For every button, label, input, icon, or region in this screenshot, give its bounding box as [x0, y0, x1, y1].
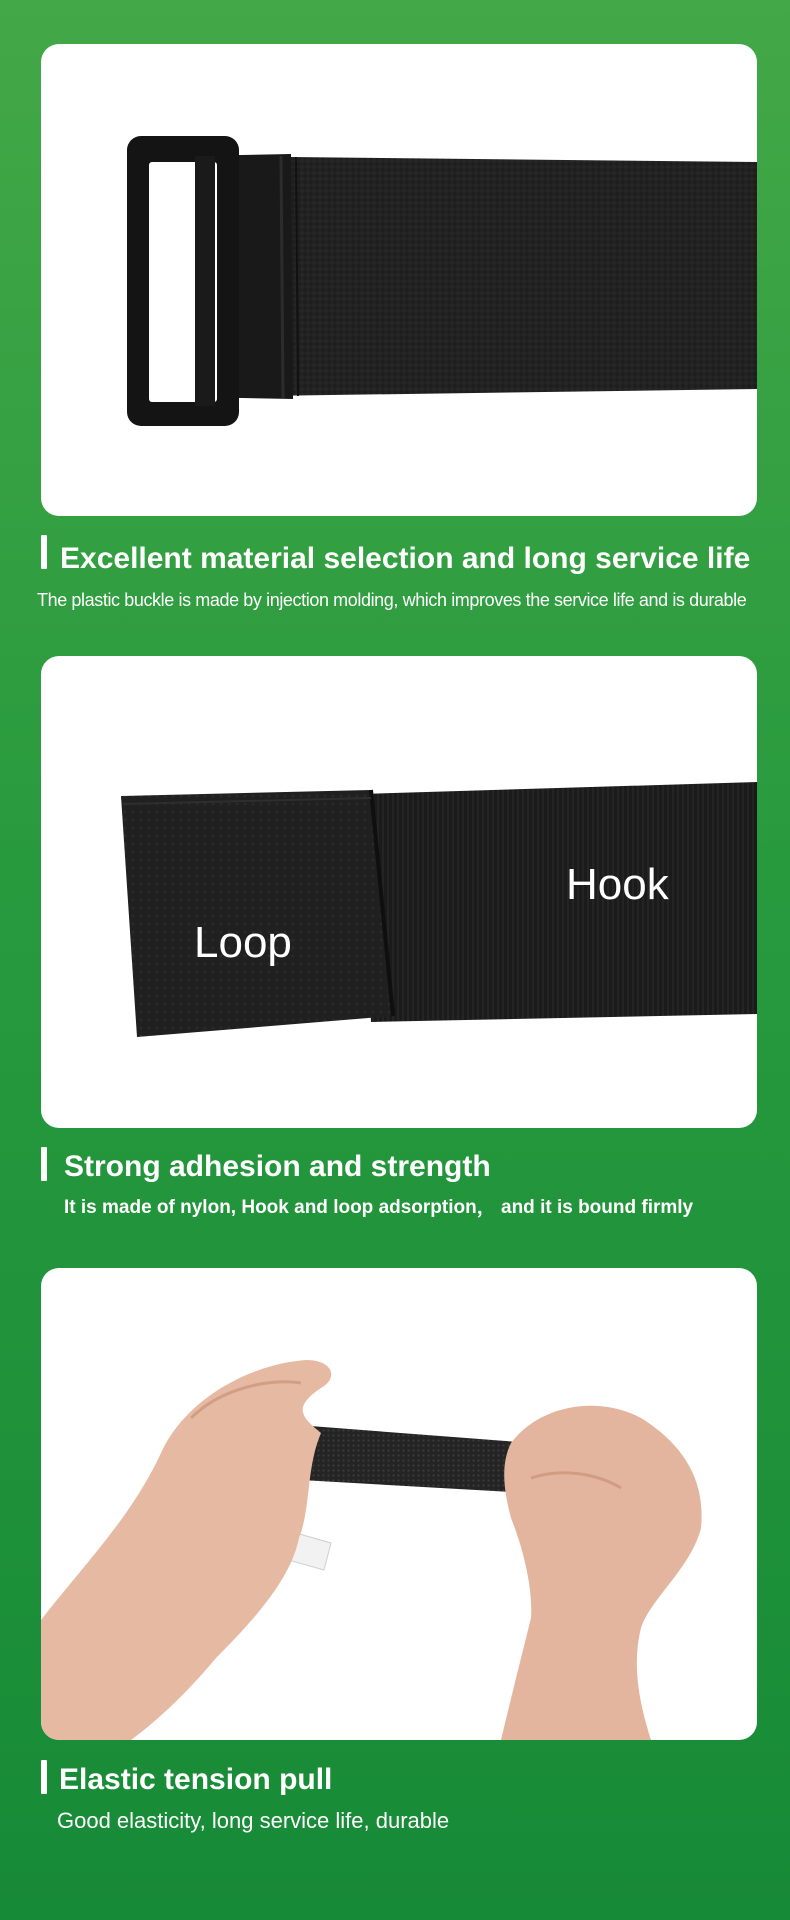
- caption-accent-bar: [41, 1147, 47, 1181]
- section-title: Elastic tension pull: [59, 1763, 333, 1796]
- caption-accent-bar: [41, 1760, 47, 1794]
- hook-label: Hook: [566, 860, 669, 909]
- elastic-pull-image: [41, 1268, 757, 1740]
- section-subtitle: The plastic buckle is made by injection molding, which improves the service life and is durable: [37, 590, 747, 610]
- buckle-strap-image: [41, 44, 757, 516]
- section-subtitle: It is made of nylon, Hook and loop adsorption， and it is bound firmly: [64, 1197, 694, 1218]
- hook-loop-strap-image: [41, 656, 757, 1128]
- section-title: Excellent material selection and long service life: [60, 542, 751, 575]
- elastic-pull-illustration: [41, 1268, 757, 1740]
- caption-accent-bar: [41, 535, 47, 569]
- section-title: Strong adhesion and strength: [64, 1150, 491, 1183]
- loop-label: Loop: [194, 918, 292, 967]
- buckle-strap-illustration: [41, 44, 757, 516]
- section-subtitle: Good elasticity, long service life, durable: [57, 1808, 450, 1833]
